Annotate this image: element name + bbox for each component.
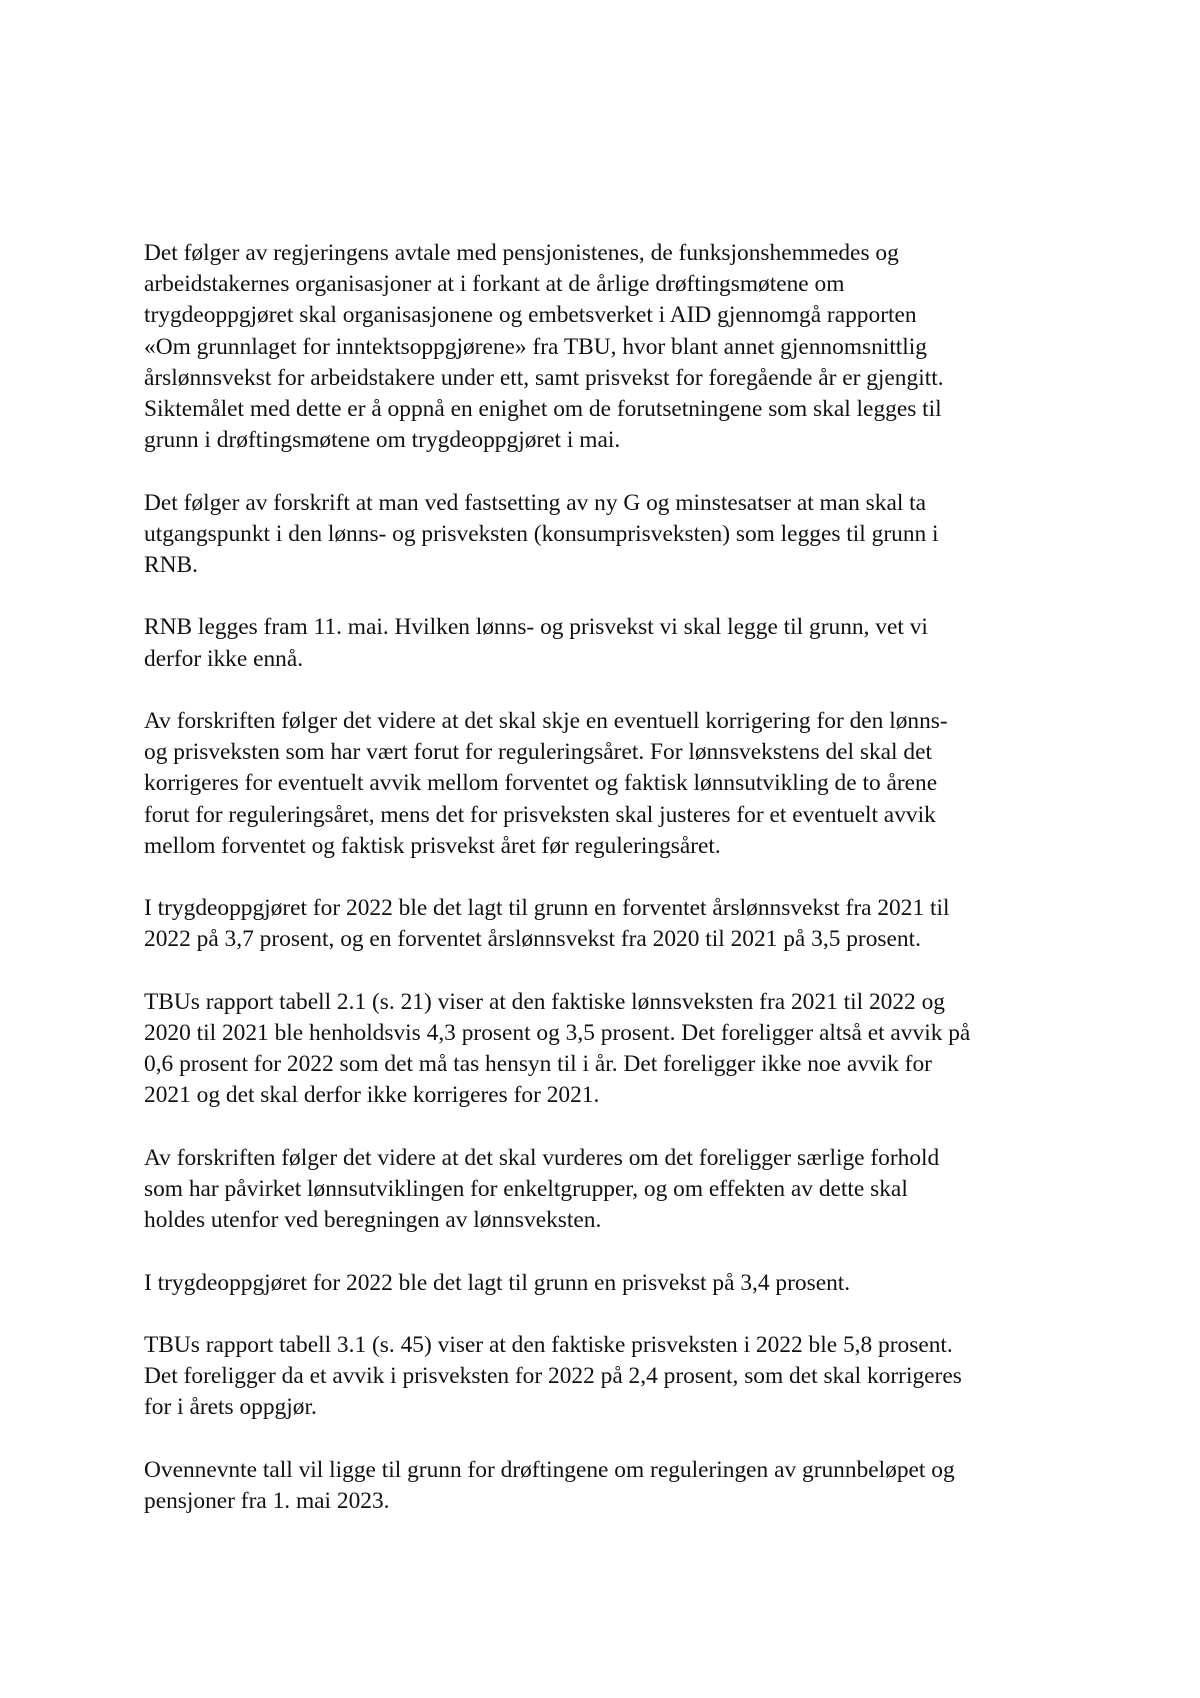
paragraph-agreement-background: Det følger av regjeringens avtale med pensjonistenes, de funksjonshemmedes og arbeidstakernes organisasjoner at i forkant at de årlige drøftingsmøtene om trygdeoppgjøret skal organisasjonene og embetsverket i AID gjennomgå rapporten «Om grunnlaget for inntektsoppgjørene» fra TBU, hvor blant annet gjennomsnittlig årslønnsvekst for arbeidstakere under ett, samt prisvekst for foregående år er gjengitt. Siktemålet med dette er å oppnå en enighet om de forutsetningene som skal legges til grunn i drøftingsmøtene om trygdeoppgjøret i mai.: [144, 240, 944, 454]
paragraph-actual-price-growth: TBUs rapport tabell 3.1 (s. 45) viser at den faktiske prisveksten i 2022 ble 5,8 prosent. Det foreligger da et avvik i prisveksten for 2022 på 2,4 prosent, som det skal korrigeres for i årets oppgjør.: [144, 1331, 962, 1421]
paragraph-expected-price-growth: I trygdeoppgjøret for 2022 ble det lagt til grunn en prisvekst på 3,4 prosent.: [144, 1269, 851, 1296]
paragraph-conclusion: Ovennevnte tall vil ligge til grunn for drøftingene om reguleringen av grunnbeløpet og pensjoner fra 1. mai 2023.: [144, 1456, 955, 1514]
paragraph-correction-rule: Av forskriften følger det videre at det skal skje en eventuell korrigering for den lønns- og prisveksten som har vært forut for reguleringsåret. For lønnsvekstens del skal det korrigeres for eventuelt avvik mellom forventet og faktisk lønnsutvikling de to årene forut for reguleringsåret, mens det for prisveksten skal justeres for et eventuelt avvik mellom forventet og faktisk prisvekst året før reguleringsåret.: [144, 708, 948, 859]
document-body: [144, 238, 1064, 1517]
paragraph-expected-wage-growth: I trygdeoppgjøret for 2022 ble det lagt til grunn en forventet årslønnsvekst fra 2021 til 2022 på 3,7 prosent, og en forventet årslønnsvekst fra 2020 til 2021 på 3,5 prosent.: [144, 895, 950, 953]
paragraph-special-conditions: Av forskriften følger det videre at det skal vurderes om det foreligger særlige forhold som har påvirket lønnsutviklingen for enkeltgrupper, og om effekten av dette skal holdes utenfor ved beregningen av lønnsveksten.: [144, 1144, 940, 1234]
paragraph-regulation-basis: Det følger av forskrift at man ved fastsetting av ny G og minstesatser at man skal ta utgangspunkt i den lønns- og prisveksten (konsumprisveksten) som legges til grunn i RNB.: [144, 489, 939, 579]
paragraph-rnb-date: RNB legges fram 11. mai. Hvilken lønns- og prisvekst vi skal legge til grunn, vet vi derfor ikke ennå.: [144, 614, 928, 672]
paragraph-actual-wage-growth: TBUs rapport tabell 2.1 (s. 21) viser at den faktiske lønnsveksten fra 2021 til 2022 og 2020 til 2021 ble henholdsvis 4,3 prosent og 3,5 prosent. Det foreligger altså et avvik på 0,6 prosent for 2022 som det må tas hensyn til i år. Det foreligger ikke noe avvik for 2021 og det skal derfor ikke korrigeres for 2021.: [144, 988, 971, 1109]
